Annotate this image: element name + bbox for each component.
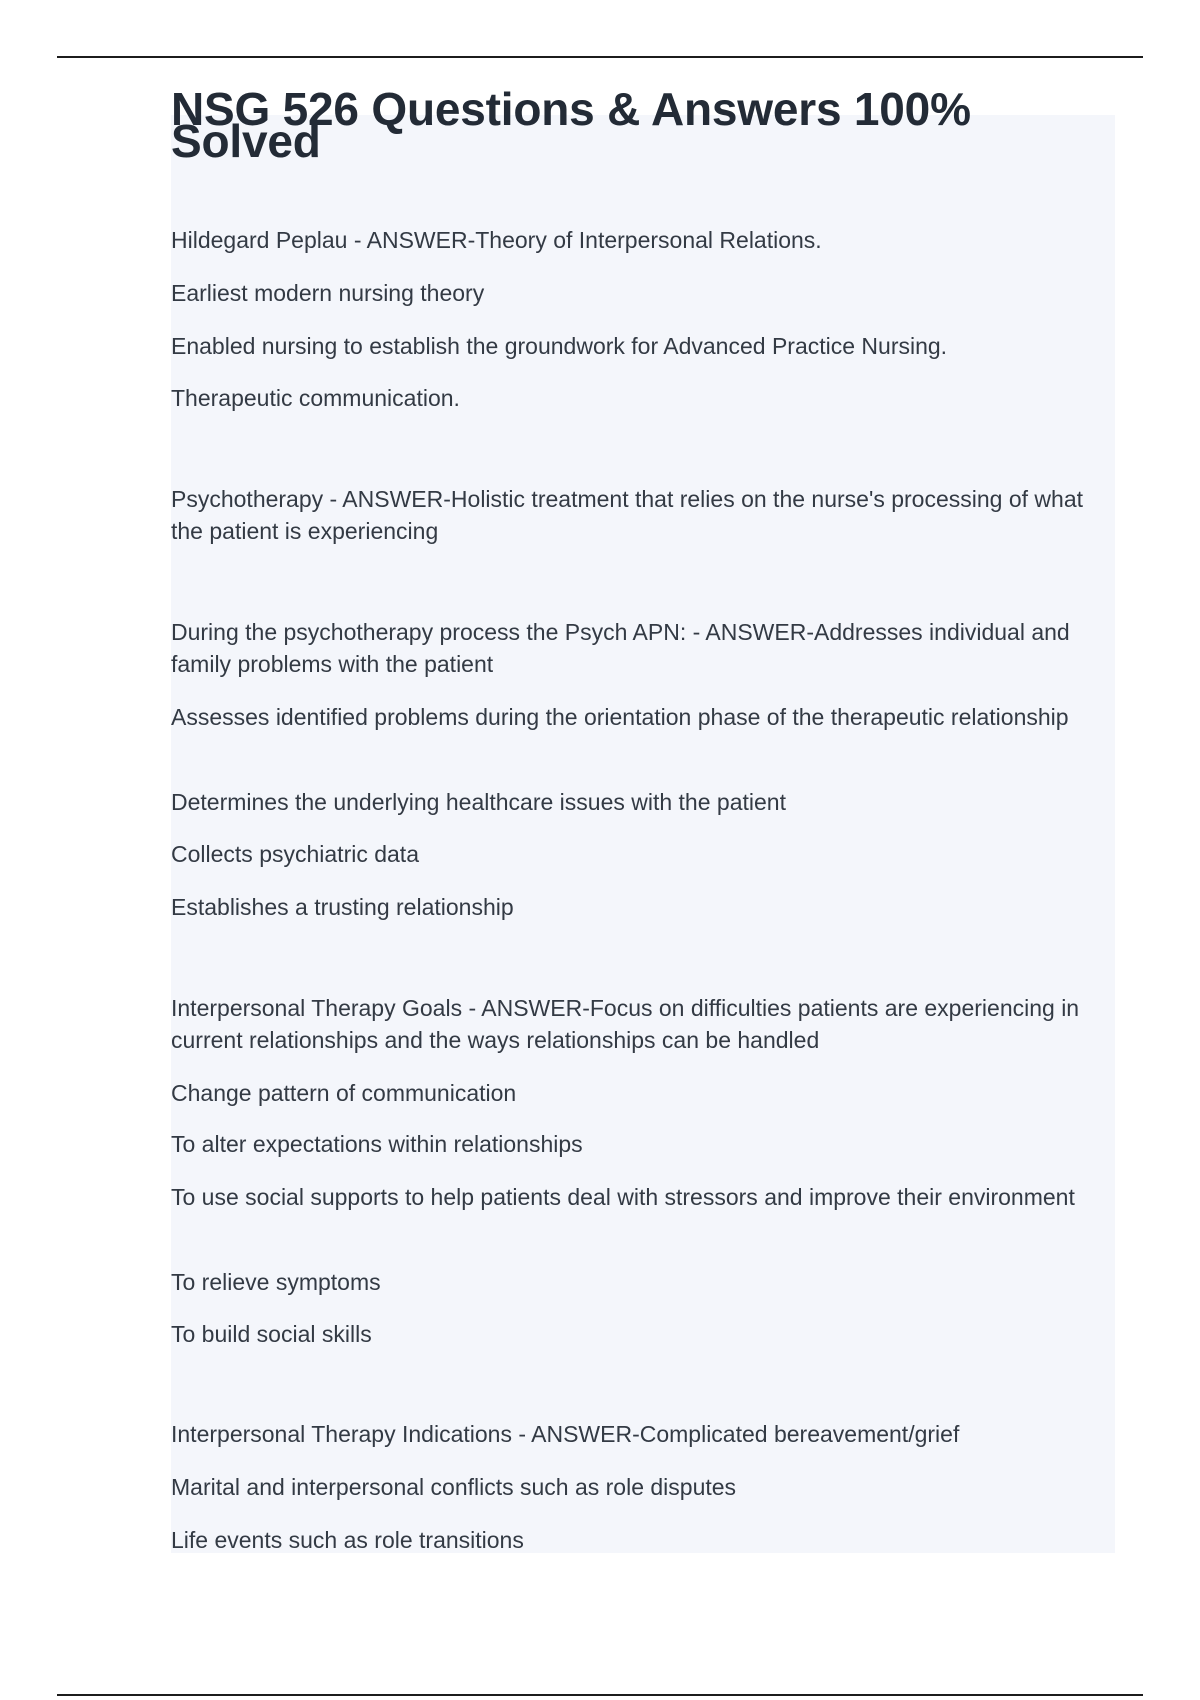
- answer-line: To build social skills: [171, 1321, 372, 1347]
- answer-line: Marital and interpersonal conflicts such as role disputes: [171, 1474, 737, 1500]
- answer-line: Therapeutic communication.: [171, 385, 460, 411]
- answer-line: Change pattern of communication: [171, 1080, 517, 1106]
- top-rule: [57, 56, 1143, 58]
- answer-line: Establishes a trusting relationship: [171, 894, 514, 920]
- answer-line: During the psychotherapy process the Psych APN: - ANSWER-Addresses individual and family problems with the patient: [171, 619, 1070, 677]
- answer-line: Earliest modern nursing theory: [171, 280, 485, 306]
- answer-line: Interpersonal Therapy Goals - ANSWER-Focus on difficulties patients are experiencing in current relationships and the ways relationships can be handled: [171, 995, 1080, 1053]
- answer-line: To relieve symptoms: [171, 1269, 381, 1295]
- answer-line: Assesses identified problems during the orientation phase of the therapeutic relationship: [171, 704, 1069, 730]
- bottom-rule: [57, 1694, 1143, 1696]
- answer-line: Interpersonal Therapy Indications - ANSWER-Complicated bereavement/grief: [171, 1421, 960, 1447]
- page-title: NSG 526 Questions & Answers 100% Solved: [171, 83, 971, 167]
- answer-line: Life events such as role transitions: [171, 1527, 524, 1553]
- answer-line: Psychotherapy - ANSWER-Holistic treatment that relies on the nurse's processing of what the patient is experiencing: [171, 486, 1084, 544]
- answer-line: Determines the underlying healthcare issues with the patient: [171, 789, 786, 815]
- answer-line: Hildegard Peplau - ANSWER-Theory of Interpersonal Relations.: [171, 227, 822, 253]
- answer-line: Collects psychiatric data: [171, 841, 419, 867]
- answer-line: Enabled nursing to establish the groundwork for Advanced Practice Nursing.: [171, 333, 948, 359]
- answer-line: To use social supports to help patients deal with stressors and improve their environment: [171, 1184, 1075, 1210]
- answer-line: To alter expectations within relationships: [171, 1131, 583, 1157]
